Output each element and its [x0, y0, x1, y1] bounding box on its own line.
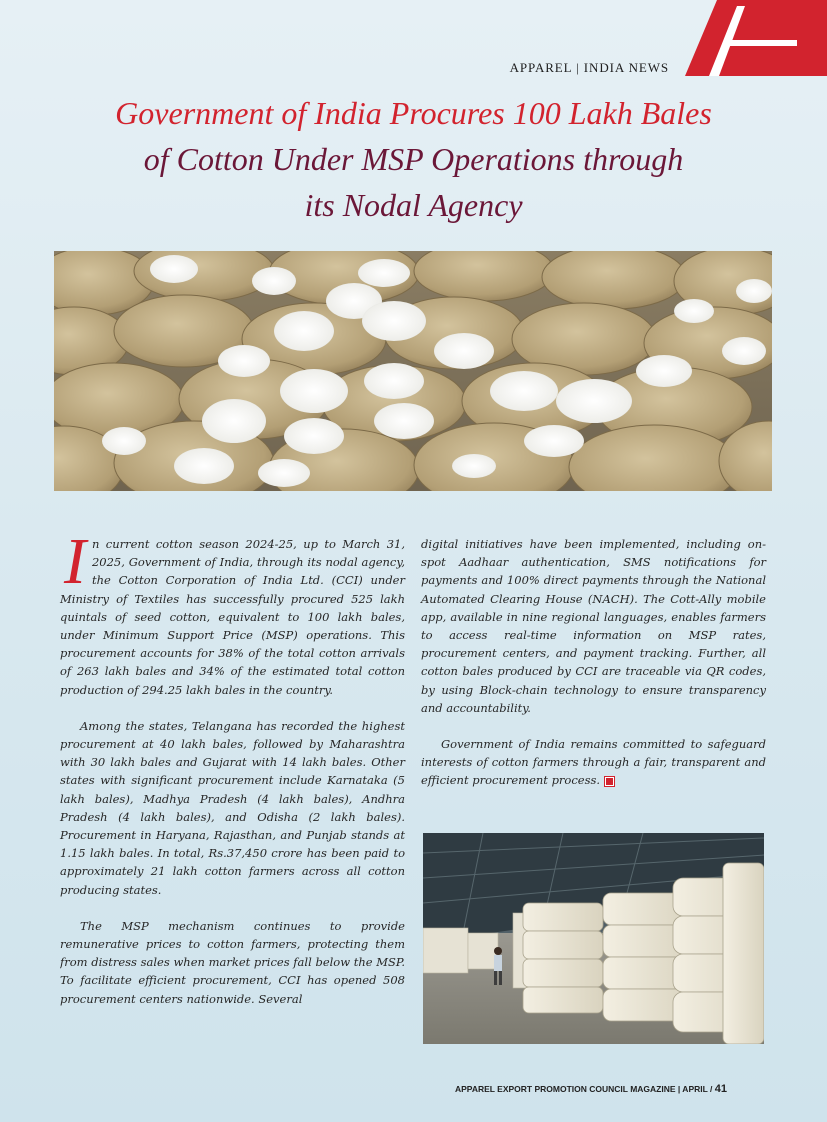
drop-cap: I [64, 525, 86, 598]
page-number: 41 [714, 1083, 727, 1095]
article-title [40, 90, 787, 228]
page-footer [455, 1083, 727, 1095]
article-column-right [421, 535, 766, 790]
magazine-logo [679, 0, 827, 76]
title-line-3: its Nodal Agency [304, 187, 523, 223]
title-line-1: Government of India Procures 100 Lakh Bales [115, 95, 712, 131]
paragraph-intro [60, 525, 405, 699]
paragraph-1-text: n current cotton season 2024-25, up to March 31, 2025, Government of India, through its nodal agency, the Cotton Corporation of India Ltd. (CCI) under Ministry of Textiles has successfully procured 525 lakh quintals of seed cotton, equivalent to 100 lakh bales, under Minimum Support Price (MSP) operations. This procurement accounts for 38% of the total cotton arrivals of 263 lakh bales and 34% of the estimated total cotton production of 294.25 lakh bales in the country. [60, 537, 405, 697]
paragraph-4 [421, 735, 766, 790]
article-column-left [60, 525, 405, 1008]
paragraph-3-continued: digital initiatives have been implemented, including on-spot Aadhaar authentication, SMS notifications for payments and 100% direct payments through the National Automated Clearing House (NACH). The Cott-Ally mobile app, available in nine regional languages, enables farmers to access real-time information on MSP rates, procurement centers, and payment tracking. Further, all cotton bales produced by CCI are traceable via QR codes, by using Block-chain technology to ensure transparency and accountability. [421, 537, 766, 715]
cotton-warehouse-photo [423, 833, 764, 1044]
section-label: APPAREL | INDIA NEWS [509, 60, 669, 75]
paragraph-3: The MSP mechanism continues to provide remunerative prices to cotton farmers, protecting them from distress sales when market prices fall below the MSP. To facilitate efficient procurement, CCI has opened 508 procurement centers nationwide. Several [60, 918, 405, 1006]
title-line-2: of Cotton Under MSP Operations through [143, 141, 684, 177]
end-of-article-mark [605, 777, 614, 786]
footer-magazine-name: APPAREL EXPORT PROMOTION COUNCIL MAGAZINE | APRIL / [454, 1084, 715, 1094]
paragraph-2: Among the states, Telangana has recorded the highest procurement at 40 lakh bales, followed by Maharashtra with 30 lakh bales and Gujarat with 14 lakh bales. Other states with significant procurement include Karnataka (5 lakh bales), Madhya Pradesh (4 lakh bales), Andhra Pradesh (4 lakh bales), and Odisha (2 lakh bales). Procurement in Haryana, Rajasthan, and Punjab stands at 1.15 lakh bales. In total, Rs.37,450 crore has been paid to approximately 21 lakh cotton farmers across all cotton producing states. [60, 718, 405, 897]
cotton-sacks-photo [54, 251, 772, 491]
paragraph-4-text: Government of India remains committed to safeguard interests of cotton farmers through a fair, transparent and efficient procurement process. [421, 737, 766, 788]
